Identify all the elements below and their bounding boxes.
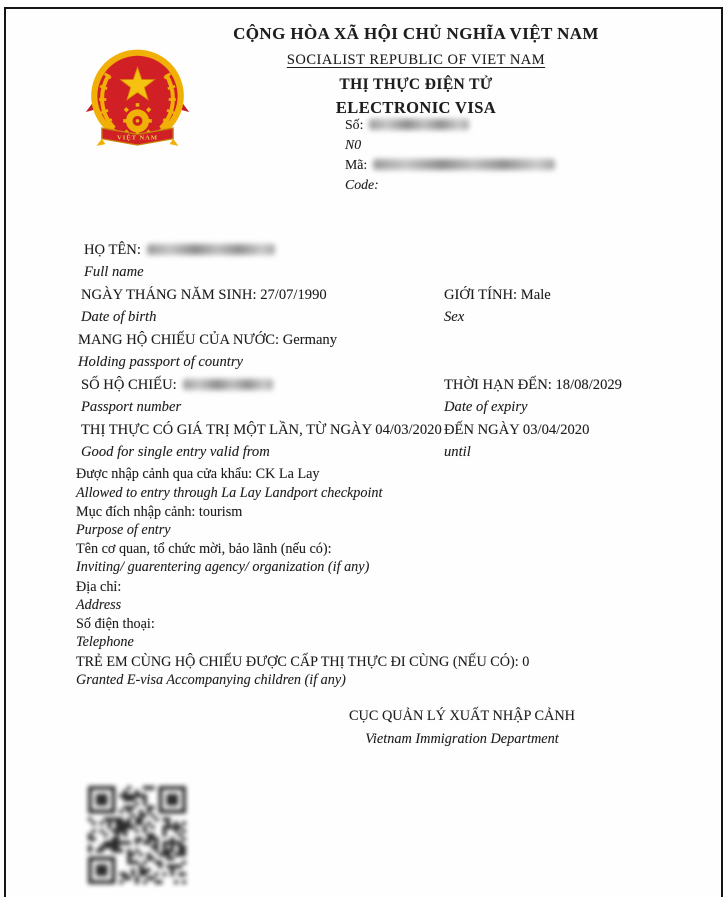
field-date-of-expiry (444, 375, 622, 419)
passport-country-line (78, 330, 706, 352)
sex-label-vi: GIỚI TÍNH: (444, 287, 518, 304)
valid-from-label-en: Good for single entry valid from (81, 444, 270, 461)
full-name-value-redacted (147, 244, 275, 255)
purpose-label-en: Purpose of entry (76, 522, 171, 539)
dob-label-en: Date of birth (81, 308, 157, 325)
qr-code-svg (88, 786, 186, 884)
field-purpose (76, 503, 706, 539)
children-value: 0 (522, 653, 530, 670)
passport-country-label-en: Holding passport of country (78, 353, 243, 370)
visa-number-value-redacted (369, 119, 469, 130)
department-name-vi: CỤC QUẢN LÝ XUẤT NHẬP CẢNH (349, 708, 575, 724)
field-passport-expiry (76, 375, 706, 419)
visa-fields (76, 240, 706, 690)
sex-value: Male (520, 287, 551, 304)
valid-until-value: 03/04/2020 (522, 422, 590, 439)
visa-code-label-en: Code: (345, 177, 379, 192)
purpose-line (76, 503, 706, 521)
qr-code (88, 786, 186, 884)
document-title-en: ELECTRONIC VISA (335, 98, 497, 117)
sex-label-en: Sex (444, 308, 465, 325)
visa-number-label-en: N0 (345, 137, 362, 152)
valid-from-label-vi: THỊ THỰC CÓ GIÁ TRỊ MỘT LẦN, TỪ NGÀY (81, 422, 372, 439)
purpose-label-vi: Mục đích nhập cảnh: (76, 503, 196, 520)
sex-line (444, 285, 551, 307)
telephone-label-vi: Số điện thoại: (76, 616, 155, 633)
field-sex (444, 285, 551, 329)
field-telephone (76, 615, 706, 651)
expiry-label-vi: THỜI HẠN ĐẾN: (444, 377, 552, 394)
expiry-label-en: Date of expiry (444, 399, 528, 416)
field-passport-country (76, 330, 706, 374)
dob-value: 27/07/1990 (260, 287, 327, 304)
field-valid-from (81, 420, 706, 464)
valid-from-line (81, 420, 706, 442)
visa-number-label-vi: Số: (345, 117, 364, 132)
field-validity (76, 420, 706, 464)
field-children (76, 653, 706, 689)
passport-country-value: Germany (282, 332, 338, 349)
passport-number-label-vi: SỐ HỘ CHIẾU: (81, 377, 177, 394)
visa-code-label-vi: Mã: (345, 157, 368, 172)
expiry-line (444, 375, 622, 397)
field-inviting-agency (76, 540, 706, 576)
national-title-vi: CỘNG HÒA XÃ HỘI CHỦ NGHĨA VIỆT NAM (233, 24, 599, 43)
valid-from-value: 04/03/2020 (375, 422, 442, 439)
checkpoint-label-vi: Được nhập cảnh qua cửa khẩu: (76, 466, 253, 483)
valid-until-label-vi: ĐẾN NGÀY (444, 422, 520, 439)
children-label-vi: TRẺ EM CÙNG HỘ CHIẾU ĐƯỢC CẤP THỊ THỰC ĐI CÙNG (NẾU CÓ): (76, 653, 519, 670)
visa-number-line (345, 115, 555, 135)
children-line (76, 653, 706, 671)
valid-until-line (444, 420, 589, 442)
purpose-value: tourism (198, 503, 243, 520)
full-name-line (84, 240, 706, 262)
children-label-en: Granted E-visa Accompanying children (if any) (76, 671, 346, 688)
expiry-value: 18/08/2029 (555, 377, 622, 394)
agency-label-vi: Tên cơ quan, tổ chức mời, bảo lãnh (nếu có): (76, 541, 332, 558)
passport-number-value-redacted (183, 379, 273, 390)
agency-label-en: Inviting/ guarentering agency/ organization (if any) (76, 559, 370, 576)
passport-country-label-vi: MANG HỘ CHIẾU CỦA NƯỚC: (78, 332, 280, 349)
address-label-vi: Địa chỉ: (76, 578, 122, 595)
telephone-label-en: Telephone (76, 634, 134, 651)
field-valid-until (444, 420, 589, 464)
checkpoint-label-en: Allowed to entry through La Lay Landport checkpoint (76, 484, 383, 501)
field-entry-checkpoint (76, 465, 706, 501)
checkpoint-value: CK La Lay (255, 466, 320, 483)
field-address (76, 578, 706, 614)
visa-code-value-redacted (373, 159, 555, 170)
passport-number-label-en: Passport number (81, 399, 182, 416)
field-date-of-birth (81, 285, 706, 329)
document-title-vi: THỊ THỰC ĐIỆN TỬ (339, 76, 493, 93)
address-label-en: Address (76, 596, 122, 613)
dob-label-vi: NGÀY THÁNG NĂM SINH: (81, 287, 257, 304)
emblem-banner-text: VIỆT NAM (117, 134, 158, 142)
full-name-label-en: Full name (84, 263, 144, 280)
dob-line (81, 285, 706, 307)
national-title-en: SOCIALIST REPUBLIC OF VIET NAM (286, 52, 546, 68)
visa-code-line (345, 155, 555, 175)
department-name-en: Vietnam Immigration Department (365, 731, 559, 747)
valid-until-label-en: until (444, 444, 471, 461)
issuing-authority (348, 705, 576, 751)
field-full-name (76, 240, 706, 284)
full-name-label-vi: HỌ TÊN: (84, 242, 141, 258)
field-dob-sex (76, 285, 706, 329)
checkpoint-line (76, 465, 706, 483)
visa-numbers-block (345, 115, 555, 195)
